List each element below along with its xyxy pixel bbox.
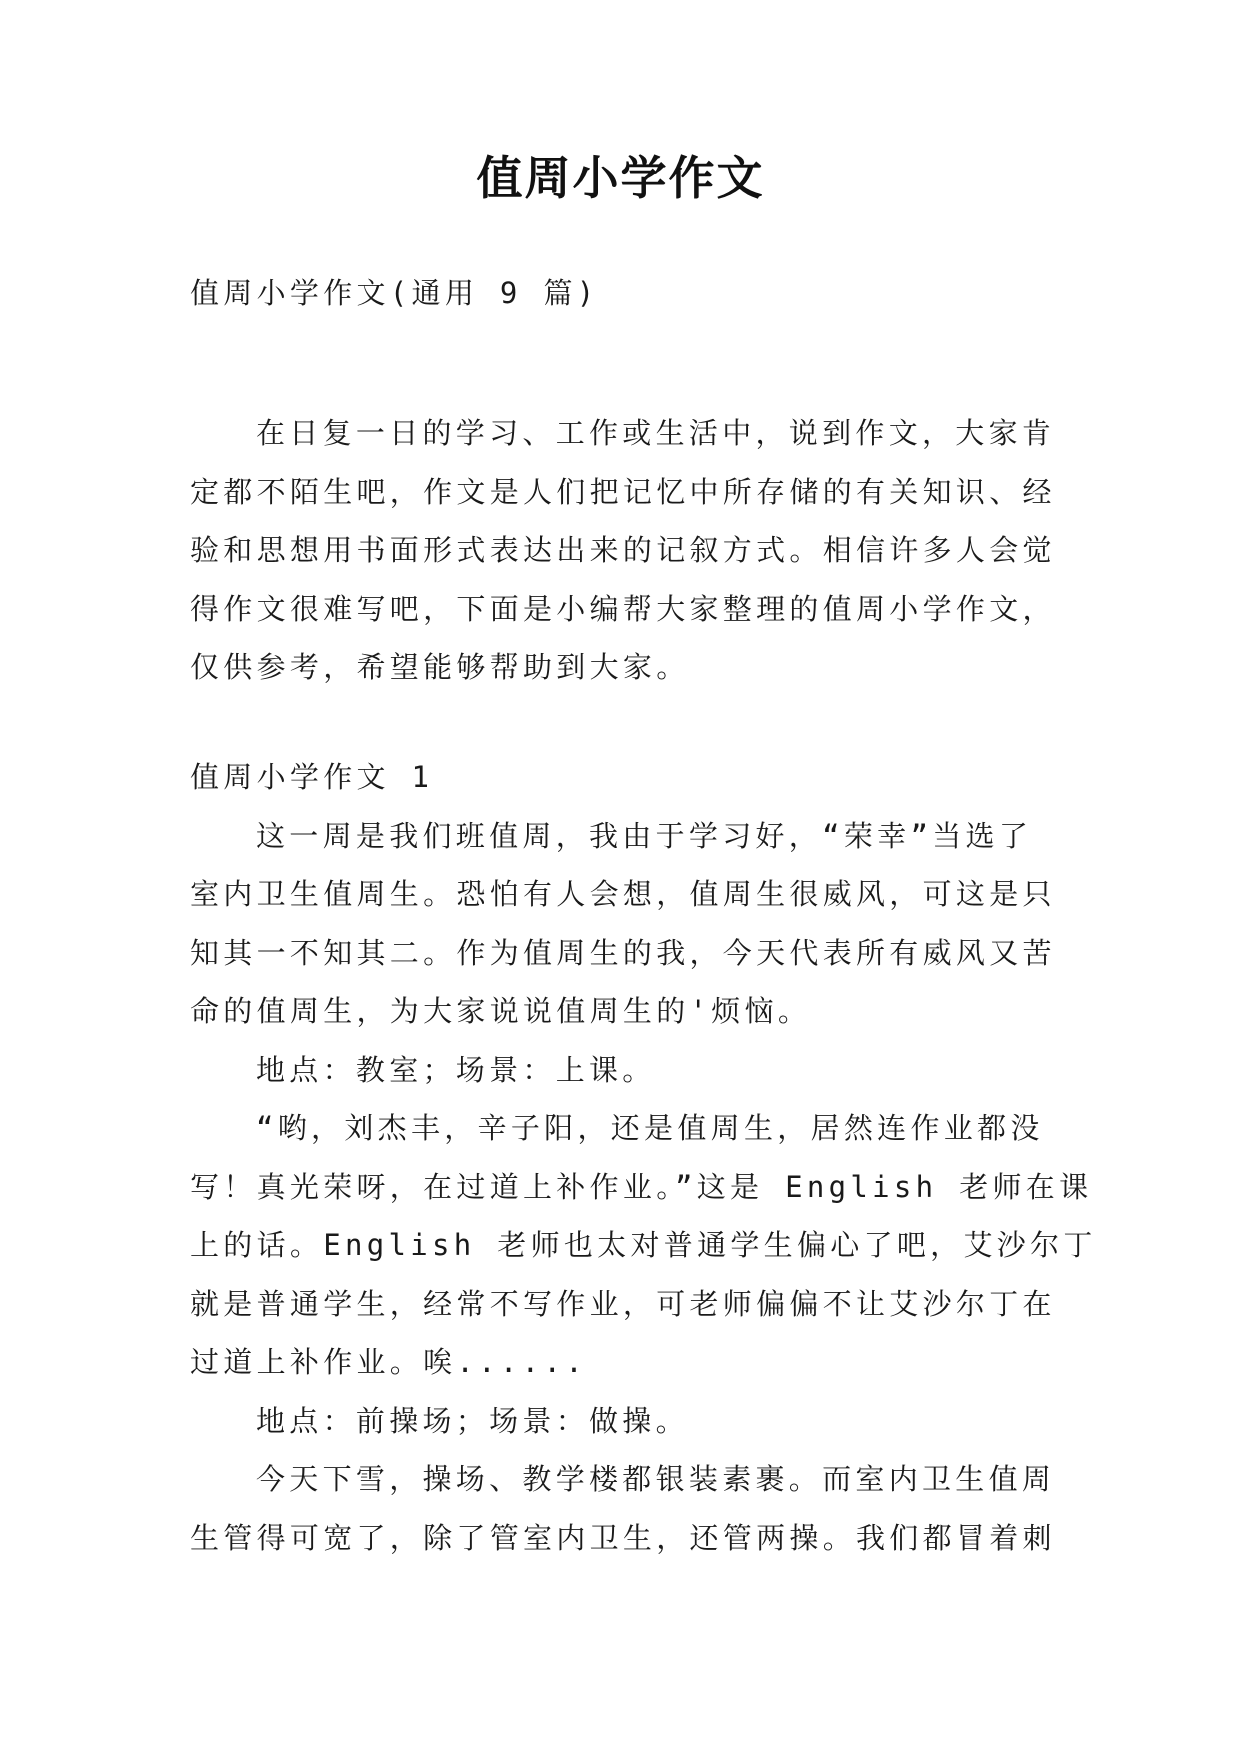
essay-line: “哟，刘杰丰，辛子阳，还是值周生，居然连作业都没 bbox=[256, 1111, 1044, 1145]
intro-paragraph bbox=[190, 404, 1062, 697]
essay-line: 命的值周生，为大家说说值周生的'烦恼。 bbox=[190, 994, 812, 1028]
intro-line: 在日复一日的学习、工作或生活中，说到作文，大家肯 bbox=[256, 416, 1056, 450]
subtitle-line: 值周小学作文(通用 9 篇) bbox=[190, 276, 599, 310]
essay-line: 就是普通学生，经常不写作业，可老师偏偏不让艾沙尔丁在 bbox=[190, 1286, 1056, 1321]
intro-line: 验和思想用书面形式表达出来的记叙方式。相信许多人会觉 bbox=[190, 533, 1056, 567]
essay-line: 这一周是我们班值周，我由于学习好，“荣幸”当选了 bbox=[256, 818, 1033, 853]
essay-line: 上的话。English 老师也太对普通学生偏心了吧，艾沙尔丁 bbox=[190, 1228, 1097, 1262]
essay-line: 地点：前操场；场景：做操。 bbox=[256, 1403, 689, 1438]
essay-line: 过道上补作业。唉...... bbox=[190, 1345, 587, 1379]
intro-line: 定都不陌生吧，作文是人们把记忆中所存储的有关知识、经 bbox=[190, 474, 1056, 509]
essay-line: 地点：教室；场景：上课。 bbox=[256, 1052, 656, 1087]
intro-line: 得作文很难写吧，下面是小编帮大家整理的值周小学作文， bbox=[190, 591, 1056, 626]
essay-line: 生管得可宽了，除了管室内卫生，还管两操。我们都冒着刺 bbox=[190, 1520, 1056, 1555]
document-subtitle bbox=[190, 264, 1062, 323]
page-title: 值周小学作文 bbox=[476, 151, 765, 205]
essay-line: 知其一不知其二。作为值周生的我，今天代表所有威风又苦 bbox=[190, 935, 1056, 970]
section-heading: 值周小学作文 1 bbox=[190, 760, 434, 794]
intro-line: 仅供参考，希望能够帮助到大家。 bbox=[190, 650, 690, 684]
essay-line: 写！真光荣呀，在过道上补作业。”这是 English 老师在课 bbox=[190, 1169, 1093, 1204]
essay-section bbox=[190, 748, 1097, 1567]
essay-line: 室内卫生值周生。恐怕有人会想，值周生很威风，可这是只 bbox=[190, 877, 1056, 911]
essay-line: 今天下雪，操场、教学楼都银装素裹。而室内卫生值周 bbox=[256, 1462, 1056, 1496]
